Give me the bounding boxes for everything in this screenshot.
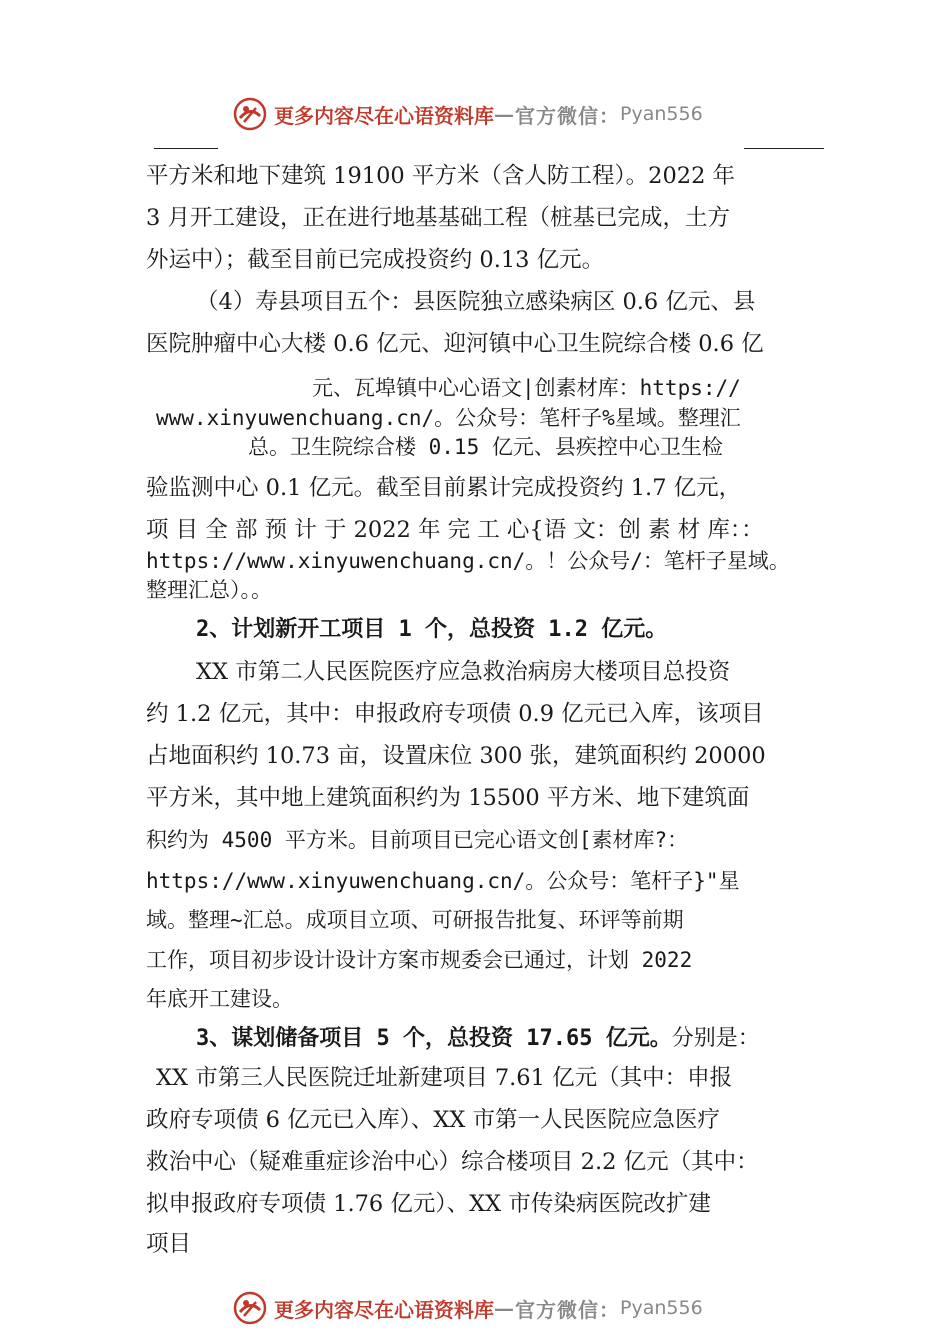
- footer-dash: —: [494, 1296, 515, 1320]
- footer-wechat-label: 官方微信：: [515, 1297, 620, 1322]
- body-line-9: 验监测中心 0.1 亿元。截至目前累计完成投资约 1.7 亿元，: [146, 475, 742, 501]
- body-line-17: 平方米，其中地上建筑面积约为 15500 平方米、地下建筑面: [146, 785, 750, 811]
- footer-wechat-id: Pyan556: [620, 1297, 703, 1319]
- body-line-14: XX 市第二人民医院医疗应急救治病房大楼项目总投资: [196, 659, 731, 685]
- body-line-25: 政府专项债 6 亿元已入库）、XX 市第一人民医院应急医疗: [146, 1107, 721, 1133]
- body-line-28: 项目: [146, 1231, 192, 1257]
- body-line-11: https://www.xinyuwenchuang.cn/。！公众号/：笔杆子星域。: [146, 549, 790, 573]
- body-line-3: 外运中）；截至目前已完成投资约 0.13 亿元。: [146, 247, 605, 273]
- body-line-4: （4）寿县项目五个：县医院独立感染病区 0.6 亿元、县: [196, 289, 756, 315]
- body-line-10: 项 目 全 部 预 计 于 2022 年 完 工 心{语 文：创 素 材 库：：: [146, 517, 764, 543]
- body-line-18: 积约为 4500 平方米。目前项目已完心语文创[素材库?：: [146, 828, 689, 852]
- book-logo-icon: [232, 1290, 268, 1326]
- body-line-1: 平方米和地下建筑 19100 平方米（含人防工程）。2022 年: [146, 163, 736, 189]
- body-line-7: www.xinyuwenchuang.cn/。公众号：笔杆子%星域。整理汇: [156, 406, 741, 430]
- header-brand: 更多内容尽在心语资料库: [274, 103, 494, 128]
- body-line-5: 医院肿瘤中心大楼 0.6 亿元、迎河镇中心卫生院综合楼 0.6 亿: [146, 331, 764, 357]
- body-line-19: https://www.xinyuwenchuang.cn/。公众号：笔杆子}"星: [146, 869, 740, 893]
- header-rule-left: [154, 148, 218, 149]
- header-wechat-id: Pyan556: [620, 103, 703, 125]
- body-line-2: 3 月开工建设，正在进行地基基础工程（桩基已完成，土方: [146, 205, 730, 231]
- section-heading-3: 3、谋划储备项目 5 个，总投资 17.65 亿元。: [196, 1026, 672, 1051]
- body-line-20: 域。整理~汇总。成项目立项、可研报告批复、环评等前期: [146, 908, 684, 932]
- header-banner: [232, 96, 703, 132]
- section-heading-3-tail: 分别是：: [671, 1026, 760, 1051]
- body-line-8: 总。卫生院综合楼 0.15 亿元、县疾控中心卫生检: [248, 435, 723, 459]
- header-rule-right: [744, 148, 824, 149]
- section-heading-2: 2、计划新开工项目 1 个，总投资 1.2 亿元。: [196, 617, 668, 642]
- footer-banner: [232, 1290, 703, 1326]
- body-line-22: 年底开工建设。: [146, 987, 293, 1011]
- section-heading-3-line: [196, 1023, 760, 1055]
- body-line-16: 占地面积约 10.73 亩，设置床位 300 张，建筑面积约 20000: [146, 743, 766, 769]
- header-dash: —: [494, 102, 515, 126]
- book-logo-icon: [232, 96, 268, 132]
- body-line-6: 元、瓦埠镇中心心语文|创素材库：https://: [312, 376, 741, 400]
- body-line-26: 救治中心（疑难重症诊治中心）综合楼项目 2.2 亿元（其中：: [146, 1149, 759, 1175]
- body-line-12: 整理汇总）。。: [146, 578, 272, 602]
- body-line-15: 约 1.2 亿元，其中：申报政府专项债 0.9 亿元已入库，该项目: [146, 701, 764, 727]
- body-line-24: XX 市第三人民医院迁址新建项目 7.61 亿元（其中：申报: [156, 1065, 733, 1091]
- header-wechat-label: 官方微信：: [515, 103, 620, 128]
- body-line-21: 工作，项目初步设计设计方案市规委会已通过，计划 2022: [146, 948, 693, 972]
- body-line-27: 拟申报政府专项债 1.76 亿元）、XX 市传染病医院改扩建: [146, 1191, 711, 1217]
- footer-brand: 更多内容尽在心语资料库: [274, 1297, 494, 1322]
